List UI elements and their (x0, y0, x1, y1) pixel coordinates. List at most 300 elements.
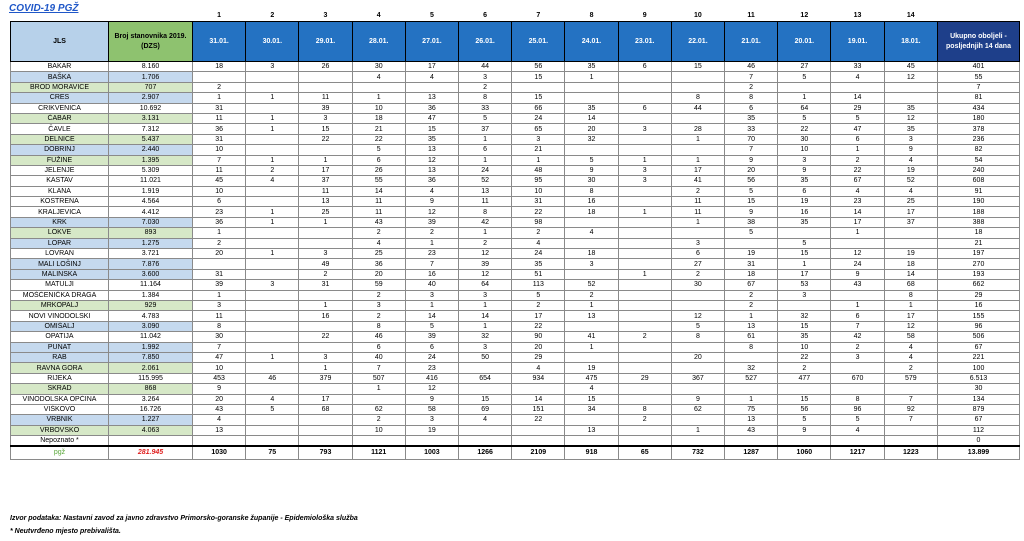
case-cell: 41 (671, 176, 724, 186)
table-row (11, 249, 1020, 259)
case-cell (671, 145, 724, 155)
case-cell: 15 (512, 72, 565, 82)
case-cell: 527 (725, 373, 778, 383)
case-cell (299, 321, 352, 331)
case-cell: 26 (299, 62, 352, 72)
case-cell: 579 (884, 373, 937, 383)
case-cell: 7 (193, 342, 246, 352)
case-cell: 1 (565, 72, 618, 82)
case-cell (618, 93, 671, 103)
table-row (11, 352, 1020, 362)
case-cell: 12 (884, 72, 937, 82)
case-cell: 13 (299, 197, 352, 207)
case-cell: 17 (405, 62, 458, 72)
case-cell: 21 (352, 124, 405, 134)
case-cell: 20 (725, 165, 778, 175)
case-cell: 24 (405, 352, 458, 362)
case-cell: 15 (405, 124, 458, 134)
case-cell: 2 (459, 82, 512, 92)
population-cell (109, 436, 193, 447)
case-cell: 113 (512, 280, 565, 290)
header-date: 20.01. (778, 22, 831, 62)
case-cell: 62 (671, 404, 724, 414)
case-cell: 12 (831, 249, 884, 259)
table-row (11, 155, 1020, 165)
case-cell: 56 (725, 176, 778, 186)
case-cell (246, 436, 299, 447)
case-cell (299, 238, 352, 248)
sum-cell: 1287 (725, 446, 778, 460)
case-cell (299, 415, 352, 425)
case-cell: 14 (831, 207, 884, 217)
total-cell: 662 (938, 280, 1020, 290)
case-cell: 1 (459, 155, 512, 165)
case-cell: 17 (884, 311, 937, 321)
table-row (11, 384, 1020, 394)
case-cell: 36 (405, 103, 458, 113)
case-cell (459, 363, 512, 373)
case-cell: 2 (352, 228, 405, 238)
case-cell: 3 (512, 134, 565, 144)
case-cell: 8 (671, 93, 724, 103)
case-cell: 35 (778, 332, 831, 342)
case-cell (778, 300, 831, 310)
population-cell: 1.275 (109, 238, 193, 248)
case-cell: 31 (193, 103, 246, 113)
case-cell (884, 228, 937, 238)
table-row (11, 321, 1020, 331)
population-cell: 7.876 (109, 259, 193, 269)
column-number: 11 (747, 12, 755, 19)
case-cell (246, 269, 299, 279)
case-cell: 45 (884, 62, 937, 72)
population-cell: 1.395 (109, 155, 193, 165)
population-cell: 2.907 (109, 93, 193, 103)
total-cell: 55 (938, 72, 1020, 82)
case-cell: 24 (512, 249, 565, 259)
table-row (11, 72, 1020, 82)
case-cell: 7 (193, 155, 246, 165)
total-cell: 112 (938, 425, 1020, 435)
case-cell (618, 394, 671, 404)
case-cell: 61 (725, 332, 778, 342)
case-cell (299, 436, 352, 447)
case-cell (831, 82, 884, 92)
case-cell (618, 384, 671, 394)
case-cell (459, 384, 512, 394)
case-cell (246, 384, 299, 394)
total-cell: 100 (938, 363, 1020, 373)
case-cell (725, 352, 778, 362)
sum-cell: 1060 (778, 446, 831, 460)
case-cell: 39 (459, 259, 512, 269)
case-cell (618, 352, 671, 362)
case-cell: 8 (565, 186, 618, 196)
case-cell: 1 (299, 363, 352, 373)
case-cell: 1 (671, 217, 724, 227)
case-cell: 9 (884, 145, 937, 155)
case-cell: 4 (565, 384, 618, 394)
case-cell: 8 (884, 290, 937, 300)
case-cell (565, 82, 618, 92)
case-cell: 8 (725, 342, 778, 352)
case-cell: 64 (459, 280, 512, 290)
table-row (11, 394, 1020, 404)
case-cell: 35 (565, 103, 618, 113)
case-cell: 65 (512, 124, 565, 134)
population-cell: 11.021 (109, 176, 193, 186)
case-cell: 3 (565, 259, 618, 269)
case-cell: 14 (405, 311, 458, 321)
table-row (11, 425, 1020, 435)
case-cell: 70 (725, 134, 778, 144)
municipality-name: ČABAR (11, 113, 109, 123)
case-cell: 13 (565, 425, 618, 435)
population-cell: 707 (109, 82, 193, 92)
total-cell: 180 (938, 113, 1020, 123)
municipality-name: SKRAD (11, 384, 109, 394)
total-cell: 91 (938, 186, 1020, 196)
table-row (11, 186, 1020, 196)
sum-cell: 793 (299, 446, 352, 460)
sum-cell: 1266 (459, 446, 512, 460)
case-cell: 4 (512, 363, 565, 373)
case-cell: 58 (405, 404, 458, 414)
table-row (11, 134, 1020, 144)
case-cell: 52 (565, 280, 618, 290)
case-cell: 68 (299, 404, 352, 414)
case-cell: 20 (193, 249, 246, 259)
case-cell: 670 (831, 373, 884, 383)
case-cell: 1 (778, 93, 831, 103)
case-cell (778, 384, 831, 394)
population-cell: 3.600 (109, 269, 193, 279)
municipality-name: BROD MORAVICE (11, 82, 109, 92)
case-cell: 3 (246, 62, 299, 72)
case-cell: 1 (193, 290, 246, 300)
total-cell: 134 (938, 394, 1020, 404)
case-cell (884, 82, 937, 92)
case-cell (299, 82, 352, 92)
case-cell: 17 (512, 311, 565, 321)
case-cell: 5 (405, 321, 458, 331)
case-cell: 2 (565, 290, 618, 300)
case-cell: 43 (725, 425, 778, 435)
table-row (11, 290, 1020, 300)
case-cell: 43 (831, 280, 884, 290)
population-cell: 3.264 (109, 394, 193, 404)
page-title: COVID-19 PGŽ (9, 3, 79, 14)
case-cell (618, 113, 671, 123)
population-cell: 16.726 (109, 404, 193, 414)
header-row (11, 22, 1020, 62)
population-cell: 893 (109, 228, 193, 238)
case-cell: 5 (778, 72, 831, 82)
municipality-name: KASTAV (11, 176, 109, 186)
total-cell: 81 (938, 93, 1020, 103)
case-cell: 2 (725, 290, 778, 300)
case-cell: 96 (831, 404, 884, 414)
case-cell: 1 (725, 311, 778, 321)
case-cell (618, 311, 671, 321)
case-cell: 1 (246, 93, 299, 103)
municipality-name: VINODOLSKA OPĆINA (11, 394, 109, 404)
case-cell: 19 (565, 363, 618, 373)
case-cell: 49 (299, 259, 352, 269)
municipality-name: MALINSKA (11, 269, 109, 279)
case-cell: 2 (405, 228, 458, 238)
case-cell: 5 (512, 290, 565, 300)
total-cell: 270 (938, 259, 1020, 269)
case-cell: 14 (512, 394, 565, 404)
total-cell: 401 (938, 62, 1020, 72)
case-cell: 22 (512, 321, 565, 331)
case-cell: 10 (193, 363, 246, 373)
case-cell: 22 (512, 207, 565, 217)
case-cell: 23 (193, 207, 246, 217)
municipality-name: JELENJE (11, 165, 109, 175)
case-cell: 27 (778, 62, 831, 72)
case-cell: 8 (193, 321, 246, 331)
case-cell: 26 (352, 165, 405, 175)
case-cell: 35 (512, 259, 565, 269)
case-cell (565, 269, 618, 279)
total-cell: 29 (938, 290, 1020, 300)
case-cell: 1 (618, 207, 671, 217)
sum-population: 281.945 (109, 446, 193, 460)
case-cell: 7 (884, 394, 937, 404)
case-cell: 29 (618, 373, 671, 383)
case-cell: 19 (884, 165, 937, 175)
case-cell (246, 259, 299, 269)
population-cell: 7.312 (109, 124, 193, 134)
case-cell: 11 (671, 197, 724, 207)
case-cell: 40 (405, 280, 458, 290)
case-cell (246, 82, 299, 92)
case-cell: 35 (725, 113, 778, 123)
case-cell: 24 (512, 113, 565, 123)
case-cell: 56 (512, 62, 565, 72)
case-cell: 6 (831, 134, 884, 144)
case-cell: 10 (193, 145, 246, 155)
case-cell: 3 (618, 165, 671, 175)
case-cell: 1 (671, 134, 724, 144)
case-cell (565, 217, 618, 227)
case-cell: 56 (778, 404, 831, 414)
case-cell: 18 (725, 269, 778, 279)
case-cell: 3 (352, 300, 405, 310)
case-cell: 22 (831, 165, 884, 175)
table-row (11, 82, 1020, 92)
case-cell (246, 72, 299, 82)
case-cell: 24 (459, 165, 512, 175)
municipality-name: RAB (11, 352, 109, 362)
column-number-row (10, 12, 1020, 21)
case-cell: 12 (884, 321, 937, 331)
case-cell: 44 (671, 103, 724, 113)
case-cell: 33 (831, 62, 884, 72)
case-cell: 38 (725, 217, 778, 227)
case-cell: 2 (193, 82, 246, 92)
column-number: 3 (323, 12, 328, 19)
case-cell: 6 (778, 186, 831, 196)
column-number: 4 (376, 12, 381, 19)
case-cell: 4 (884, 352, 937, 362)
case-cell: 15 (459, 394, 512, 404)
case-cell: 20 (193, 394, 246, 404)
case-cell: 3 (831, 352, 884, 362)
total-cell: 236 (938, 134, 1020, 144)
case-cell: 7 (884, 415, 937, 425)
case-cell: 51 (512, 269, 565, 279)
case-cell: 934 (512, 373, 565, 383)
municipality-name: OMIŠALJ (11, 321, 109, 331)
case-cell (618, 197, 671, 207)
case-cell: 6 (725, 103, 778, 113)
sum-cell: 1003 (405, 446, 458, 460)
population-cell: 7.850 (109, 352, 193, 362)
table-row (11, 342, 1020, 352)
case-cell: 31 (725, 259, 778, 269)
case-cell: 37 (459, 124, 512, 134)
case-cell (831, 436, 884, 447)
case-cell: 2 (831, 155, 884, 165)
sum-cell: 65 (618, 446, 671, 460)
case-cell: 654 (459, 373, 512, 383)
case-cell (299, 72, 352, 82)
case-cell: 20 (352, 269, 405, 279)
case-cell: 6 (671, 249, 724, 259)
case-cell: 1 (246, 207, 299, 217)
case-cell: 16 (299, 311, 352, 321)
case-cell (671, 300, 724, 310)
table-row (11, 404, 1020, 414)
case-cell (565, 352, 618, 362)
case-cell (618, 290, 671, 300)
case-cell: 18 (884, 259, 937, 269)
population-cell: 5.437 (109, 134, 193, 144)
case-cell: 6 (618, 103, 671, 113)
total-cell: 0 (938, 436, 1020, 447)
column-number: 8 (589, 12, 594, 19)
case-cell: 14 (831, 93, 884, 103)
case-cell: 30 (193, 332, 246, 342)
case-cell (671, 363, 724, 373)
municipality-name: DOBRINJ (11, 145, 109, 155)
case-cell: 2 (884, 363, 937, 373)
case-cell: 6 (618, 62, 671, 72)
case-cell: 367 (671, 373, 724, 383)
case-cell: 22 (299, 332, 352, 342)
case-cell: 13 (725, 415, 778, 425)
population-cell: 11.042 (109, 332, 193, 342)
case-cell: 10 (352, 425, 405, 435)
case-cell: 2 (671, 186, 724, 196)
case-cell: 9 (725, 207, 778, 217)
case-cell: 4 (246, 394, 299, 404)
table-row (11, 363, 1020, 373)
case-cell: 11 (299, 93, 352, 103)
case-cell: 62 (352, 404, 405, 414)
case-cell: 33 (459, 103, 512, 113)
case-cell: 1 (512, 155, 565, 165)
case-cell: 6 (352, 155, 405, 165)
case-cell (299, 342, 352, 352)
total-cell: 155 (938, 311, 1020, 321)
case-cell: 25 (299, 207, 352, 217)
case-cell: 5 (671, 321, 724, 331)
case-cell: 5 (778, 238, 831, 248)
header-total: Ukupno oboljeli - posljednjih 14 dana (938, 22, 1020, 62)
population-cell: 3.090 (109, 321, 193, 331)
case-cell: 18 (193, 62, 246, 72)
case-cell: 15 (725, 197, 778, 207)
case-cell (831, 363, 884, 373)
case-cell: 5 (352, 145, 405, 155)
case-cell (352, 436, 405, 447)
case-cell (618, 238, 671, 248)
table-row (11, 436, 1020, 447)
case-cell: 21 (512, 145, 565, 155)
municipality-name: RAVNA GORA (11, 363, 109, 373)
case-cell (246, 415, 299, 425)
case-cell: 2 (512, 228, 565, 238)
population-cell: 4.783 (109, 311, 193, 321)
case-cell: 29 (512, 352, 565, 362)
population-cell: 868 (109, 384, 193, 394)
case-cell: 43 (352, 217, 405, 227)
case-cell (565, 145, 618, 155)
case-cell (565, 238, 618, 248)
case-cell: 11 (299, 186, 352, 196)
case-cell: 17 (884, 207, 937, 217)
case-cell: 1 (246, 217, 299, 227)
case-cell (352, 82, 405, 92)
case-cell: 8 (459, 207, 512, 217)
case-cell: 1 (299, 217, 352, 227)
case-cell: 98 (512, 217, 565, 227)
case-cell: 3 (618, 124, 671, 134)
case-cell (352, 394, 405, 404)
case-cell: 27 (671, 259, 724, 269)
case-cell (512, 436, 565, 447)
total-cell: 378 (938, 124, 1020, 134)
case-cell: 22 (352, 134, 405, 144)
case-cell: 4 (405, 186, 458, 196)
case-cell: 4 (352, 72, 405, 82)
case-cell: 9 (565, 165, 618, 175)
population-cell: 8.160 (109, 62, 193, 72)
case-cell (459, 436, 512, 447)
case-cell (512, 384, 565, 394)
case-cell: 2 (671, 269, 724, 279)
population-cell: 2.440 (109, 145, 193, 155)
case-cell: 6 (352, 342, 405, 352)
case-cell: 16 (778, 207, 831, 217)
case-cell (778, 82, 831, 92)
case-cell: 8 (671, 332, 724, 342)
case-cell: 1 (565, 342, 618, 352)
municipality-name: VRBOVSKO (11, 425, 109, 435)
case-cell (618, 82, 671, 92)
case-cell (618, 425, 671, 435)
case-cell: 13 (725, 321, 778, 331)
sum-cell: 75 (246, 446, 299, 460)
table-row (11, 280, 1020, 290)
case-cell: 47 (405, 113, 458, 123)
case-cell: 1 (618, 269, 671, 279)
case-cell: 3 (299, 249, 352, 259)
